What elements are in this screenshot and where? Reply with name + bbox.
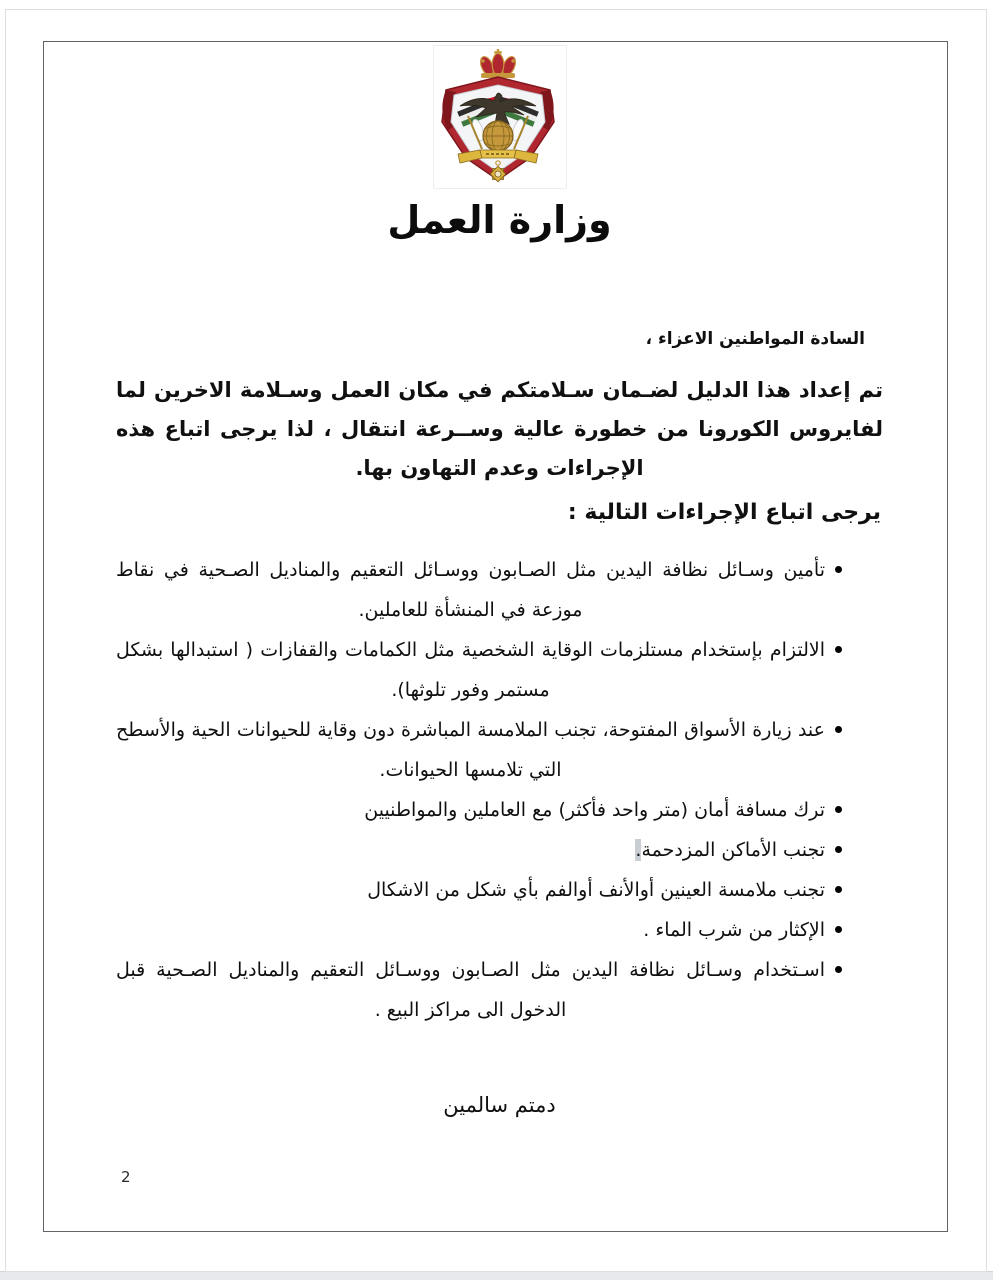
logo-block <box>116 45 883 246</box>
bullet-text: اسـتخدام وسـائل نظافة اليدين مثل الصـابون ووسـائل التعقيم والمناديل الصـحية قبل الدخول الى مراكز البيع . <box>116 959 825 1021</box>
bullet-item <box>116 630 825 710</box>
closing-line: دمتم سالمين <box>443 1093 556 1117</box>
bullet-text: ترك مسافة أمان (متر واحد فأكثر) مع العاملين والمواطنيين <box>364 799 825 821</box>
page-number: 2 <box>121 1168 131 1186</box>
bullet-item <box>116 910 825 950</box>
jordan-coat-of-arms-icon <box>433 45 567 189</box>
bullet-text: الالتزام بإستخدام مستلزمات الوقاية الشخصية مثل الكمامات والقفازات ( استبدالها بشكل مستمر وفور تلوثها). <box>116 639 825 701</box>
greeting-line: السادة المواطنين الاعزاء ، <box>645 329 865 349</box>
bullet-text: تأمين وسـائل نظافة اليدين مثل الصـابون ووسـائل التعقيم والمناديل الصـحية في نقاط موزعة في المنشأة للعاملين. <box>116 559 825 621</box>
instructions-list <box>116 550 883 1030</box>
page-border-frame <box>43 41 948 1232</box>
viewer-bottom-strip <box>0 1271 993 1280</box>
bullet-highlight: . <box>635 839 642 861</box>
bullet-text: تجنب ملامسة العينين أوالأنف أوالفم بأي شكل من الاشكال <box>367 879 825 901</box>
bullet-text: تجنب الأماكن المزدحمة <box>641 839 825 861</box>
intro-paragraph: تم إعداد هذا الدليل لضـمان سـلامتكم في مكان العمل وسـلامة الاخرين لما لفايروس الكورونا من خطورة عالية وســرعة انتقال ، لذا يرجى اتباع هذه الإجراءات وعدم التهاون بها. <box>116 378 883 480</box>
bullet-item <box>116 550 825 630</box>
bullet-text: الإكثار من شرب الماء . <box>643 919 825 941</box>
globe-icon <box>483 121 513 151</box>
bullet-item <box>116 830 825 870</box>
crown-icon <box>477 49 517 78</box>
bullet-item <box>116 790 825 830</box>
page-content <box>44 45 947 1120</box>
ministry-name-wordmark: وزارة العمل <box>387 198 612 242</box>
bullet-item <box>116 710 825 790</box>
bullet-item <box>116 950 825 1030</box>
bullet-text: عند زيارة الأسواق المفتوحة، تجنب الملامسة المباشرة دون وقاية للحيوانات الحية والأسطح التي تلامسها الحيوانات. <box>116 719 825 781</box>
instructions-heading: يرجى اتباع الإجراءات التالية : <box>567 500 881 525</box>
bullet-item <box>116 870 825 910</box>
